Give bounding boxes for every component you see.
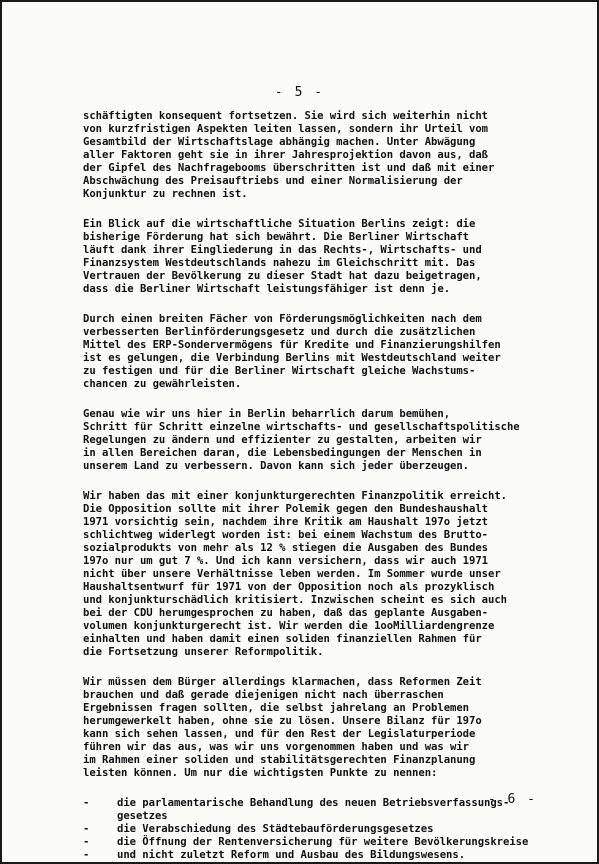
list-item bbox=[83, 849, 573, 862]
text-line: Mittel des ERP-Sondervermögens für Kredite und Finanzierungshilfen bbox=[83, 339, 501, 351]
text-line: und konjunkturschädlich kritisiert. Inzwischen scheint es sich auch bbox=[83, 594, 507, 606]
paragraph bbox=[83, 110, 573, 201]
text-line: Abschwächung des Preisauftriebs und einer Normalisierung der bbox=[83, 175, 463, 187]
paragraph-container bbox=[83, 110, 573, 780]
document-body bbox=[83, 110, 573, 862]
text-line: zu festigen und für die Berliner Wirtschaft gleiche Wachstums- bbox=[83, 365, 476, 377]
text-line: verbesserten Berlinförderungsgesetz und durch die zusätzlichen bbox=[83, 326, 476, 338]
text-line: Gesamtbild der Wirtschaftslage abhängig machen. Unter Abwägung bbox=[83, 136, 476, 148]
text-line: nicht über unsere Verhältnisse leben werden. Im Sommer wurde unser bbox=[83, 568, 501, 580]
text-line: schlichtweg widerlegt worden ist: bei einem Wachstum des Brutto- bbox=[83, 529, 488, 541]
text-line: im Rahmen einer soliden und stabilitätsgerechten Finanzplanung bbox=[83, 754, 476, 766]
text-line: kann sich sehen lassen, und für den Rest der Legislaturperiode bbox=[83, 728, 476, 740]
text-line: Vertrauen der Bevölkerung zu dieser Stadt hat dazu beigetragen, bbox=[83, 270, 482, 282]
paragraph bbox=[83, 676, 573, 780]
text-line: dass die Berliner Wirtschaft leistungsfähiger ist denn je. bbox=[83, 283, 451, 295]
text-line: 197o nur um gut 7 %. Und ich kann versichern, dass wir auch 1971 bbox=[83, 555, 488, 567]
text-line: Wir haben das mit einer konjunkturgerechten Finanzpolitik erreicht. bbox=[83, 490, 507, 502]
text-line: schäftigten konsequent fortsetzen. Sie wird sich weiterhin nicht bbox=[83, 110, 488, 122]
list-item-text: die Verabschiedung des Städtebauförderungsgesetzes bbox=[117, 823, 434, 835]
list-item bbox=[83, 836, 573, 849]
text-line: bei der CDU herumgesprochen zu haben, daß das geplante Ausgaben- bbox=[83, 607, 488, 619]
text-line: unserem Land zu verbessern. Davon kann sich jeder überzeugen. bbox=[83, 460, 470, 472]
text-line: einhalten und haben damit einen soliden finanziellen Rahmen für bbox=[83, 633, 482, 645]
text-line: chancen zu gewährleisten. bbox=[83, 378, 242, 390]
text-line: die Fortsetzung unserer Reformpolitik. bbox=[83, 646, 324, 658]
bullet-dash-icon: - bbox=[83, 849, 90, 861]
paragraph bbox=[83, 408, 573, 473]
text-line: führen wir das aus, was wir uns vorgenommen haben und was wir bbox=[83, 741, 470, 753]
list-item-text: die parlamentarische Behandlung des neuen Betriebsverfassungs- bbox=[117, 797, 510, 809]
list-item-text: und nicht zuletzt Reform und Ausbau des Bildungswesens. bbox=[117, 849, 466, 861]
paragraph bbox=[83, 313, 573, 391]
text-line: läuft dank ihrer Eingliederung in das Rechts-, Wirtschafts- und bbox=[83, 244, 482, 256]
text-line: Durch einen breiten Fächer von Förderungsmöglichkeiten nach dem bbox=[83, 313, 482, 325]
text-line: ist es gelungen, die Verbindung Berlins mit Westdeutschland weiter bbox=[83, 352, 501, 364]
bullet-dash-icon: - bbox=[83, 797, 90, 809]
text-line: Die Opposition sollte mit ihrer Polemik gegen den Bundeshaushalt bbox=[83, 503, 488, 515]
text-line: bisherige Förderung hat sich bewährt. Die Berliner Wirtschaft bbox=[83, 231, 470, 243]
text-line: Ein Blick auf die wirtschaftliche Situation Berlins zeigt: die bbox=[83, 218, 476, 230]
text-line: Haushaltsentwurf für 1971 von der Opposition noch als prozyklisch bbox=[83, 581, 495, 593]
text-line: der Gipfel des Nachfragebooms überschritten ist und daß mit einer bbox=[83, 162, 495, 174]
paragraph bbox=[83, 218, 573, 296]
paragraph bbox=[83, 490, 573, 659]
text-line: in allen Bereichen daran, die Lebensbedingungen der Menschen in bbox=[83, 447, 482, 459]
text-line: Regelungen zu ändern und effizienter zu gestalten, arbeiten wir bbox=[83, 434, 482, 446]
bullet-dash-icon: - bbox=[83, 823, 90, 835]
text-line: Konjunktur zu rechnen ist. bbox=[83, 188, 248, 200]
bullet-dash-icon: - bbox=[83, 836, 90, 848]
text-line: herumgewerkelt haben, ohne sie zu lösen. Unsere Bilanz für 197o bbox=[83, 715, 482, 727]
next-page-marker: - 6 - bbox=[487, 792, 537, 807]
text-line: von kurzfristigen Aspekten leiten lassen, sondern ihr Urteil vom bbox=[83, 123, 488, 135]
text-line: leisten können. Um nur die wichtigsten Punkte zu nennen: bbox=[83, 767, 438, 779]
text-line: volumen konjunkturgerecht ist. Wir werden die 1ooMilliardengrenze bbox=[83, 620, 495, 632]
list-item bbox=[83, 823, 573, 836]
text-line: sozialprodukts von mehr als 12 % stiegen die Ausgaben des Bundes bbox=[83, 542, 488, 554]
page-number: - 5 - bbox=[274, 85, 325, 100]
text-line: aller Faktoren geht sie in ihrer Jahresprojektion davon aus, daß bbox=[83, 149, 488, 161]
list-item-text: gesetzes bbox=[117, 810, 168, 822]
text-line: 1971 vorsichtig sein, nachdem ihre Kritik am Haushalt 197o jetzt bbox=[83, 516, 488, 528]
text-line: brauchen und daß gerade diejenigen nicht nach überraschen bbox=[83, 689, 444, 701]
text-line: Ergebnissen fragen sollten, die selbst jahrelang an Problemen bbox=[83, 702, 470, 714]
text-line: Schritt für Schritt einzelne wirtschafts- und gesellschaftspolitische bbox=[83, 421, 520, 433]
document-page bbox=[2, 2, 597, 862]
list-item-text: die Öffnung der Rentenversicherung für weitere Bevölkerungskreise bbox=[117, 836, 529, 848]
text-line: Genau wie wir uns hier in Berlin beharrlich darum bemühen, bbox=[83, 408, 451, 420]
text-line: Finanzsystem Westdeutschlands nahezu im Gleichschritt mit. Das bbox=[83, 257, 476, 269]
text-line: Wir müssen dem Bürger allerdings klarmachen, dass Reformen Zeit bbox=[83, 676, 482, 688]
